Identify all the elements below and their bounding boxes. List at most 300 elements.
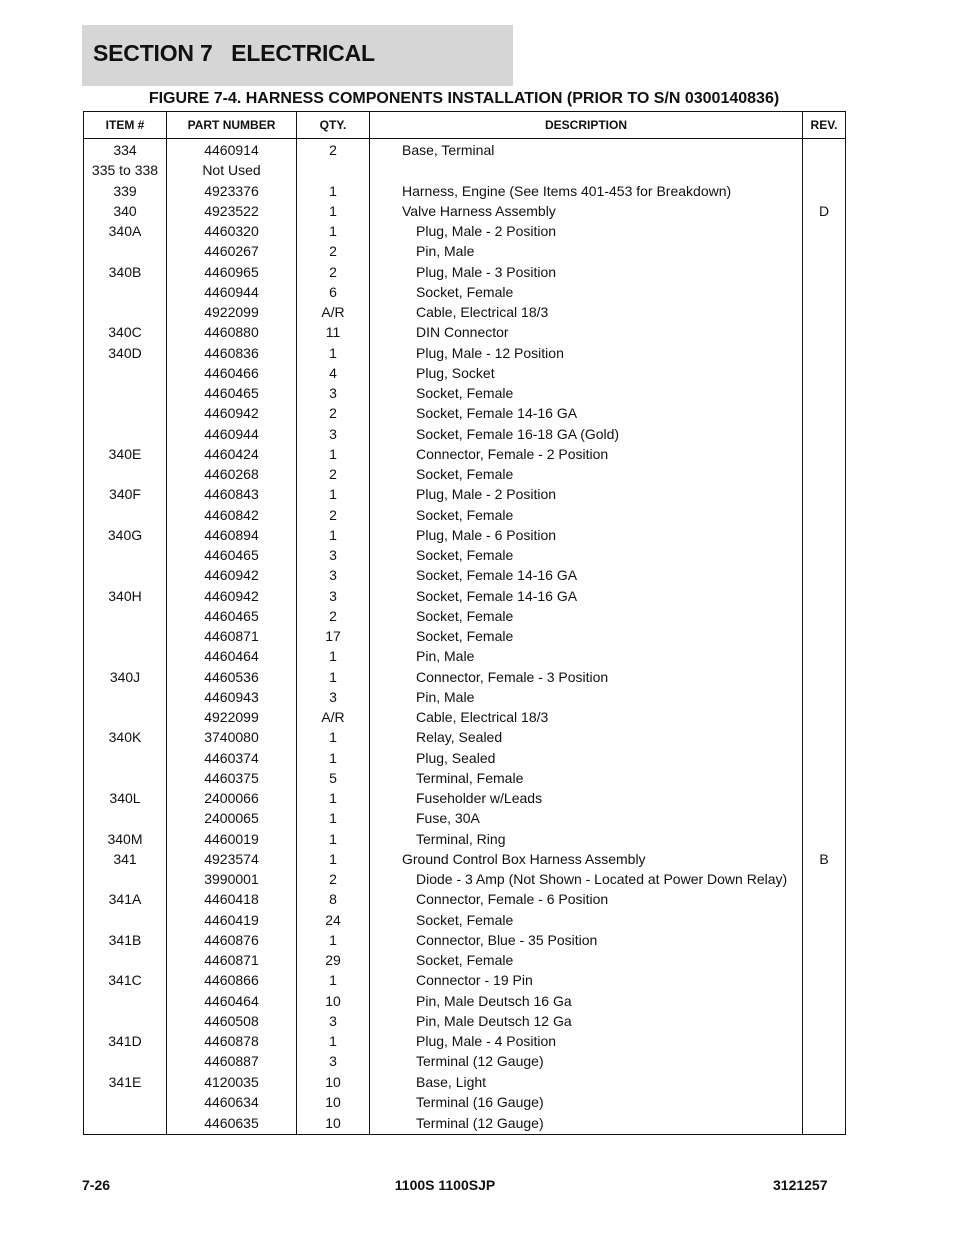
item-cell: 340H bbox=[84, 586, 167, 606]
table-row bbox=[84, 444, 846, 464]
rev-cell bbox=[803, 160, 846, 180]
table-row bbox=[84, 970, 846, 990]
item-cell bbox=[84, 241, 167, 261]
item-cell: 340F bbox=[84, 484, 167, 504]
part-number-cell: 4460536 bbox=[167, 667, 297, 687]
item-cell: 340D bbox=[84, 343, 167, 363]
table-row bbox=[84, 505, 846, 525]
part-number-cell: 4460634 bbox=[167, 1092, 297, 1112]
table-row bbox=[84, 889, 846, 909]
part-number-cell: 4460375 bbox=[167, 768, 297, 788]
part-number-cell: 4460843 bbox=[167, 484, 297, 504]
table-row bbox=[84, 343, 846, 363]
qty-cell: 1 bbox=[297, 444, 370, 464]
part-number-cell: 4460914 bbox=[167, 139, 297, 161]
part-number-cell: 4460019 bbox=[167, 829, 297, 849]
table-row bbox=[84, 930, 846, 950]
qty-cell: 1 bbox=[297, 788, 370, 808]
item-cell bbox=[84, 1011, 167, 1031]
description-cell: Terminal (12 Gauge) bbox=[370, 1051, 803, 1071]
qty-cell: 1 bbox=[297, 201, 370, 221]
qty-cell: 1 bbox=[297, 930, 370, 950]
description-cell: Socket, Female bbox=[370, 626, 803, 646]
part-number-cell: 4460944 bbox=[167, 282, 297, 302]
table-row bbox=[84, 727, 846, 747]
part-number-cell: 4460876 bbox=[167, 930, 297, 950]
table-row bbox=[84, 869, 846, 889]
part-number-cell: 4460419 bbox=[167, 910, 297, 930]
qty-cell: 5 bbox=[297, 768, 370, 788]
qty-cell: 1 bbox=[297, 221, 370, 241]
qty-cell: 24 bbox=[297, 910, 370, 930]
description-cell: Terminal, Ring bbox=[370, 829, 803, 849]
rev-cell bbox=[803, 525, 846, 545]
item-cell: 340K bbox=[84, 727, 167, 747]
rev-cell bbox=[803, 1051, 846, 1071]
qty-cell: 2 bbox=[297, 869, 370, 889]
header-rev: REV. bbox=[803, 112, 846, 139]
table-row bbox=[84, 160, 846, 180]
item-cell bbox=[84, 1092, 167, 1112]
rev-cell bbox=[803, 363, 846, 383]
table-row bbox=[84, 221, 846, 241]
table-row bbox=[84, 139, 846, 161]
description-cell: Cable, Electrical 18/3 bbox=[370, 707, 803, 727]
description-cell: Socket, Female bbox=[370, 464, 803, 484]
rev-cell bbox=[803, 262, 846, 282]
item-cell: 340E bbox=[84, 444, 167, 464]
description-cell: Plug, Socket bbox=[370, 363, 803, 383]
description-cell: Plug, Male - 4 Position bbox=[370, 1031, 803, 1051]
rev-cell bbox=[803, 484, 846, 504]
rev-cell bbox=[803, 889, 846, 909]
item-cell bbox=[84, 687, 167, 707]
part-number-cell: 4460965 bbox=[167, 262, 297, 282]
header-part-number: PART NUMBER bbox=[167, 112, 297, 139]
qty-cell: 1 bbox=[297, 748, 370, 768]
rev-cell bbox=[803, 626, 846, 646]
table-row bbox=[84, 403, 846, 423]
description-cell: Socket, Female bbox=[370, 505, 803, 525]
part-number-cell: 4460942 bbox=[167, 403, 297, 423]
item-cell bbox=[84, 808, 167, 828]
table-row bbox=[84, 302, 846, 322]
part-number-cell: 4460878 bbox=[167, 1031, 297, 1051]
rev-cell bbox=[803, 343, 846, 363]
table-row bbox=[84, 667, 846, 687]
description-cell: Terminal (12 Gauge) bbox=[370, 1112, 803, 1135]
part-number-cell: 4460635 bbox=[167, 1112, 297, 1135]
part-number-cell: 4923522 bbox=[167, 201, 297, 221]
table-row bbox=[84, 424, 846, 444]
description-cell: Relay, Sealed bbox=[370, 727, 803, 747]
rev-cell bbox=[803, 748, 846, 768]
part-number-cell: 4460464 bbox=[167, 646, 297, 666]
item-cell bbox=[84, 707, 167, 727]
item-cell: 339 bbox=[84, 181, 167, 201]
item-cell bbox=[84, 606, 167, 626]
qty-cell: 3 bbox=[297, 424, 370, 444]
qty-cell: 1 bbox=[297, 667, 370, 687]
description-cell: Socket, Female 14-16 GA bbox=[370, 586, 803, 606]
item-cell bbox=[84, 1051, 167, 1071]
rev-cell bbox=[803, 910, 846, 930]
item-cell: 340J bbox=[84, 667, 167, 687]
qty-cell: 1 bbox=[297, 808, 370, 828]
qty-cell: 29 bbox=[297, 950, 370, 970]
table-row bbox=[84, 849, 846, 869]
rev-cell bbox=[803, 727, 846, 747]
header-description: DESCRIPTION bbox=[370, 112, 803, 139]
part-number-cell: 4922099 bbox=[167, 302, 297, 322]
table-row bbox=[84, 363, 846, 383]
description-cell: Connector, Blue - 35 Position bbox=[370, 930, 803, 950]
item-cell bbox=[84, 910, 167, 930]
part-number-cell: 4460894 bbox=[167, 525, 297, 545]
qty-cell bbox=[297, 160, 370, 180]
item-cell: 340M bbox=[84, 829, 167, 849]
description-cell: Plug, Male - 3 Position bbox=[370, 262, 803, 282]
item-cell bbox=[84, 768, 167, 788]
rev-cell bbox=[803, 424, 846, 444]
table-row bbox=[84, 322, 846, 342]
description-cell: Fuse, 30A bbox=[370, 808, 803, 828]
rev-cell bbox=[803, 1011, 846, 1031]
rev-cell bbox=[803, 768, 846, 788]
qty-cell: 8 bbox=[297, 889, 370, 909]
rev-cell bbox=[803, 505, 846, 525]
description-cell: Pin, Male bbox=[370, 687, 803, 707]
qty-cell: 2 bbox=[297, 606, 370, 626]
qty-cell: 1 bbox=[297, 1031, 370, 1051]
description-cell: Plug, Sealed bbox=[370, 748, 803, 768]
rev-cell bbox=[803, 139, 846, 161]
part-number-cell: 4460418 bbox=[167, 889, 297, 909]
table-row bbox=[84, 1092, 846, 1112]
description-cell: Socket, Female bbox=[370, 282, 803, 302]
item-cell: 335 to 338 bbox=[84, 160, 167, 180]
part-number-cell: 4460508 bbox=[167, 1011, 297, 1031]
table-row bbox=[84, 991, 846, 1011]
rev-cell bbox=[803, 646, 846, 666]
qty-cell: 1 bbox=[297, 646, 370, 666]
part-number-cell: 4120035 bbox=[167, 1072, 297, 1092]
rev-cell bbox=[803, 181, 846, 201]
part-number-cell: 4460465 bbox=[167, 545, 297, 565]
table-row bbox=[84, 1011, 846, 1031]
part-number-cell: 4460464 bbox=[167, 991, 297, 1011]
item-cell: 341 bbox=[84, 849, 167, 869]
table-row bbox=[84, 464, 846, 484]
rev-cell bbox=[803, 565, 846, 585]
header-qty: QTY. bbox=[297, 112, 370, 139]
part-number-cell: 3990001 bbox=[167, 869, 297, 889]
qty-cell: 1 bbox=[297, 484, 370, 504]
part-number-cell: 4923574 bbox=[167, 849, 297, 869]
qty-cell: 1 bbox=[297, 829, 370, 849]
rev-cell bbox=[803, 1072, 846, 1092]
item-cell: 341E bbox=[84, 1072, 167, 1092]
qty-cell: 10 bbox=[297, 1072, 370, 1092]
description-cell: Plug, Male - 2 Position bbox=[370, 484, 803, 504]
rev-cell bbox=[803, 1112, 846, 1135]
qty-cell: 6 bbox=[297, 282, 370, 302]
table-row bbox=[84, 282, 846, 302]
part-number-cell: 4460880 bbox=[167, 322, 297, 342]
rev-cell bbox=[803, 322, 846, 342]
description-cell: Socket, Female bbox=[370, 910, 803, 930]
table-row bbox=[84, 1031, 846, 1051]
part-number-cell: 4460424 bbox=[167, 444, 297, 464]
part-number-cell: 4460374 bbox=[167, 748, 297, 768]
item-cell: 334 bbox=[84, 139, 167, 161]
table-row bbox=[84, 788, 846, 808]
item-cell bbox=[84, 424, 167, 444]
table-row bbox=[84, 201, 846, 221]
table-row bbox=[84, 748, 846, 768]
part-number-cell: 4460943 bbox=[167, 687, 297, 707]
description-cell: Connector - 19 Pin bbox=[370, 970, 803, 990]
rev-cell bbox=[803, 991, 846, 1011]
description-cell: Terminal (16 Gauge) bbox=[370, 1092, 803, 1112]
model-name: 1100S 1100SJP bbox=[394, 1177, 496, 1193]
part-number-cell: 4460842 bbox=[167, 505, 297, 525]
table-row bbox=[84, 646, 846, 666]
header-item: ITEM # bbox=[84, 112, 167, 139]
item-cell bbox=[84, 282, 167, 302]
part-number-cell: 4460465 bbox=[167, 383, 297, 403]
description-cell: Fuseholder w/Leads bbox=[370, 788, 803, 808]
description-cell: Socket, Female bbox=[370, 950, 803, 970]
item-cell bbox=[84, 646, 167, 666]
rev-cell bbox=[803, 545, 846, 565]
rev-cell bbox=[803, 707, 846, 727]
description-cell: Socket, Female bbox=[370, 383, 803, 403]
part-number-cell: 4922099 bbox=[167, 707, 297, 727]
qty-cell: A/R bbox=[297, 302, 370, 322]
qty-cell: 1 bbox=[297, 181, 370, 201]
qty-cell: 3 bbox=[297, 586, 370, 606]
rev-cell bbox=[803, 808, 846, 828]
table-row bbox=[84, 768, 846, 788]
rev-cell bbox=[803, 302, 846, 322]
qty-cell: 10 bbox=[297, 1112, 370, 1135]
item-cell: 341B bbox=[84, 930, 167, 950]
table-row bbox=[84, 484, 846, 504]
qty-cell: 3 bbox=[297, 565, 370, 585]
table-row bbox=[84, 565, 846, 585]
table-row bbox=[84, 606, 846, 626]
part-number-cell: 4460871 bbox=[167, 626, 297, 646]
description-cell: Socket, Female 16-18 GA (Gold) bbox=[370, 424, 803, 444]
item-cell bbox=[84, 363, 167, 383]
rev-cell bbox=[803, 444, 846, 464]
table-row bbox=[84, 241, 846, 261]
part-number-cell: 2400066 bbox=[167, 788, 297, 808]
part-number-cell: 4460267 bbox=[167, 241, 297, 261]
description-cell: Socket, Female bbox=[370, 545, 803, 565]
item-cell bbox=[84, 626, 167, 646]
qty-cell: 11 bbox=[297, 322, 370, 342]
rev-cell bbox=[803, 1092, 846, 1112]
item-cell: 340 bbox=[84, 201, 167, 221]
parts-table bbox=[83, 111, 846, 1135]
item-cell: 340C bbox=[84, 322, 167, 342]
qty-cell: 3 bbox=[297, 545, 370, 565]
qty-cell: 1 bbox=[297, 970, 370, 990]
description-cell: Pin, Male bbox=[370, 646, 803, 666]
description-cell: Ground Control Box Harness Assembly bbox=[370, 849, 803, 869]
rev-cell bbox=[803, 829, 846, 849]
qty-cell: 1 bbox=[297, 525, 370, 545]
part-number-cell: 4460836 bbox=[167, 343, 297, 363]
item-cell: 341A bbox=[84, 889, 167, 909]
table-row bbox=[84, 829, 846, 849]
item-cell: 341D bbox=[84, 1031, 167, 1051]
qty-cell: 1 bbox=[297, 343, 370, 363]
table-row bbox=[84, 687, 846, 707]
part-number-cell: 4460866 bbox=[167, 970, 297, 990]
rev-cell bbox=[803, 221, 846, 241]
table-row bbox=[84, 1051, 846, 1071]
table-row bbox=[84, 262, 846, 282]
description-cell: Socket, Female bbox=[370, 606, 803, 626]
qty-cell: 1 bbox=[297, 727, 370, 747]
description-cell: DIN Connector bbox=[370, 322, 803, 342]
rev-cell bbox=[803, 383, 846, 403]
part-number-cell: 4923376 bbox=[167, 181, 297, 201]
description-cell bbox=[370, 160, 803, 180]
description-cell: Plug, Male - 12 Position bbox=[370, 343, 803, 363]
rev-cell bbox=[803, 687, 846, 707]
rev-cell bbox=[803, 667, 846, 687]
rev-cell bbox=[803, 464, 846, 484]
rev-cell bbox=[803, 606, 846, 626]
description-cell: Pin, Male Deutsch 16 Ga bbox=[370, 991, 803, 1011]
description-cell: Socket, Female 14-16 GA bbox=[370, 403, 803, 423]
table-row bbox=[84, 626, 846, 646]
description-cell: Cable, Electrical 18/3 bbox=[370, 302, 803, 322]
description-cell: Terminal, Female bbox=[370, 768, 803, 788]
table-row bbox=[84, 1112, 846, 1135]
item-cell bbox=[84, 383, 167, 403]
part-number-cell: 4460466 bbox=[167, 363, 297, 383]
rev-cell bbox=[803, 869, 846, 889]
qty-cell: 1 bbox=[297, 849, 370, 869]
qty-cell: 2 bbox=[297, 403, 370, 423]
qty-cell: 2 bbox=[297, 139, 370, 161]
rev-cell bbox=[803, 970, 846, 990]
rev-cell bbox=[803, 788, 846, 808]
description-cell: Plug, Male - 6 Position bbox=[370, 525, 803, 545]
rev-cell: B bbox=[803, 849, 846, 869]
table-row bbox=[84, 950, 846, 970]
item-cell: 340B bbox=[84, 262, 167, 282]
qty-cell: 10 bbox=[297, 1092, 370, 1112]
document-number: 3121257 bbox=[773, 1177, 828, 1193]
part-number-cell: 4460465 bbox=[167, 606, 297, 626]
item-cell bbox=[84, 505, 167, 525]
item-cell bbox=[84, 869, 167, 889]
item-cell bbox=[84, 302, 167, 322]
table-row bbox=[84, 525, 846, 545]
part-number-cell: 4460268 bbox=[167, 464, 297, 484]
table-row bbox=[84, 181, 846, 201]
table-row bbox=[84, 707, 846, 727]
part-number-cell: Not Used bbox=[167, 160, 297, 180]
table-row bbox=[84, 545, 846, 565]
table-row bbox=[84, 383, 846, 403]
item-cell bbox=[84, 403, 167, 423]
qty-cell: 3 bbox=[297, 1051, 370, 1071]
item-cell bbox=[84, 950, 167, 970]
description-cell: Valve Harness Assembly bbox=[370, 201, 803, 221]
description-cell: Connector, Female - 6 Position bbox=[370, 889, 803, 909]
item-cell bbox=[84, 565, 167, 585]
qty-cell: 2 bbox=[297, 262, 370, 282]
description-cell: Connector, Female - 3 Position bbox=[370, 667, 803, 687]
part-number-cell: 4460942 bbox=[167, 565, 297, 585]
item-cell: 340A bbox=[84, 221, 167, 241]
parts-table-body bbox=[84, 139, 846, 1135]
item-cell bbox=[84, 1112, 167, 1135]
qty-cell: 4 bbox=[297, 363, 370, 383]
rev-cell bbox=[803, 930, 846, 950]
part-number-cell: 4460320 bbox=[167, 221, 297, 241]
qty-cell: 17 bbox=[297, 626, 370, 646]
table-row bbox=[84, 808, 846, 828]
description-cell: Plug, Male - 2 Position bbox=[370, 221, 803, 241]
qty-cell: 2 bbox=[297, 241, 370, 261]
description-cell: Base, Light bbox=[370, 1072, 803, 1092]
page-number: 7-26 bbox=[82, 1177, 111, 1193]
qty-cell: 3 bbox=[297, 1011, 370, 1031]
table-header-row bbox=[84, 112, 846, 139]
description-cell: Pin, Male Deutsch 12 Ga bbox=[370, 1011, 803, 1031]
item-cell bbox=[84, 748, 167, 768]
rev-cell bbox=[803, 1031, 846, 1051]
item-cell: 340L bbox=[84, 788, 167, 808]
qty-cell: 2 bbox=[297, 464, 370, 484]
rev-cell bbox=[803, 241, 846, 261]
item-cell bbox=[84, 545, 167, 565]
qty-cell: 10 bbox=[297, 991, 370, 1011]
rev-cell bbox=[803, 586, 846, 606]
description-cell: Base, Terminal bbox=[370, 139, 803, 161]
item-cell: 340G bbox=[84, 525, 167, 545]
table-row bbox=[84, 1072, 846, 1092]
qty-cell: 2 bbox=[297, 505, 370, 525]
description-cell: Harness, Engine (See Items 401-453 for Breakdown) bbox=[370, 181, 803, 201]
item-cell bbox=[84, 991, 167, 1011]
qty-cell: 3 bbox=[297, 687, 370, 707]
rev-cell bbox=[803, 403, 846, 423]
rev-cell bbox=[803, 950, 846, 970]
description-cell: Connector, Female - 2 Position bbox=[370, 444, 803, 464]
rev-cell: D bbox=[803, 201, 846, 221]
description-cell: Pin, Male bbox=[370, 241, 803, 261]
table-row bbox=[84, 586, 846, 606]
item-cell bbox=[84, 464, 167, 484]
part-number-cell: 4460871 bbox=[167, 950, 297, 970]
description-cell: Socket, Female 14-16 GA bbox=[370, 565, 803, 585]
rev-cell bbox=[803, 282, 846, 302]
part-number-cell: 4460944 bbox=[167, 424, 297, 444]
qty-cell: A/R bbox=[297, 707, 370, 727]
table-row bbox=[84, 910, 846, 930]
item-cell: 341C bbox=[84, 970, 167, 990]
part-number-cell: 4460887 bbox=[167, 1051, 297, 1071]
